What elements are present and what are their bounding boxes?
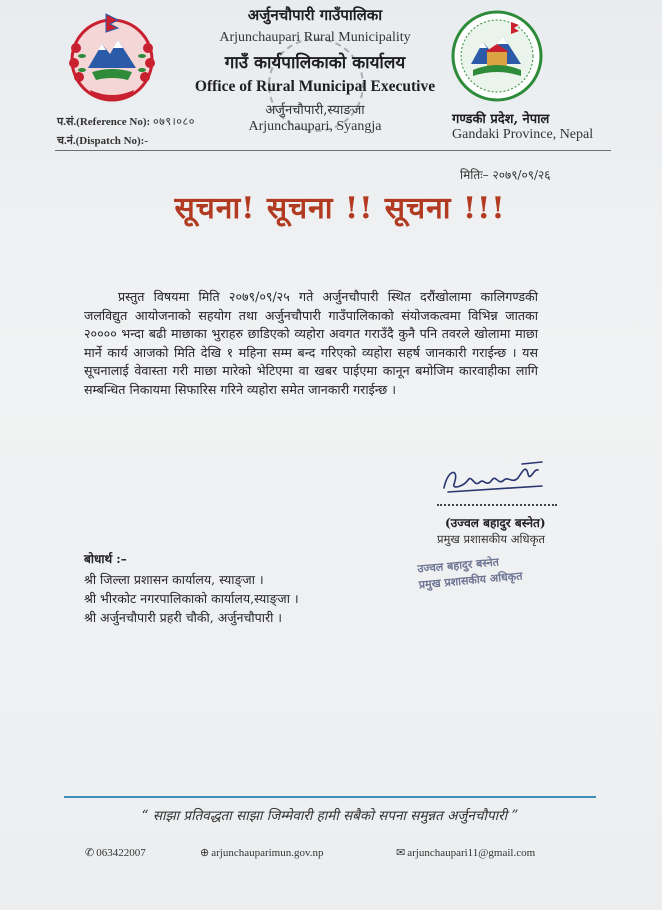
officer-stamp [417, 553, 523, 594]
phone-number: 063422007 [96, 847, 146, 859]
cc-item: श्री जिल्ला प्रशासन कार्यालय, स्याङ्जा । [84, 572, 264, 587]
province-english: Gandaki Province, Nepal [452, 127, 594, 142]
footer-motto: “ साझा प्रतिवद्धता साझा जिम्मेवारी हामी सबैको सपना समुन्नत अर्जुनचौपारी ” [141, 808, 519, 824]
notice-date: मितिः– २०७९/०९/२६ [460, 168, 551, 182]
signatory-title: प्रमुख प्रशासकीय अधिकृत [437, 532, 545, 546]
dispatch-label: च.नं.(Dispatch No):- [57, 135, 148, 147]
footer-divider [64, 796, 596, 798]
notice-body: प्रस्तुत विषयमा मिति २०७९/०९/२५ गते अर्जुनचौपारी स्थित दरौंखोलामा कालिगण्डकी जलविद्युत आयोजनाको सहयोग तथा अर्जुनचौपारी गाउँपालिकाको संयोजकत्वमा विभिन्न जातका २०००० भन्दा बढी माछाका भुराहरु छाडिएको व्यहोरा अवगत गराउँदै कुनै पनि तवरले खोलामा माछा मार्ने कार्य आजको मिति देखि १ महिना सम्म बन्द गरिएको व्यहोरा सहर्ष जानकारी गराईन्छ । यस सूचनालाई वेवास्ता गरी माछा मारेको भेटिएमा वा खबर पाईएमा कानून बमोजिम कारवाहीका लागि सम्बन्धित निकायमा सिफारिस गरिने व्यहोरा समेत जानकारी गराईन्छ । [84, 289, 538, 397]
municipality-name-nepali: अर्जुनचौपारी गाउँपालिका [247, 6, 383, 24]
envelope-icon: ✉ [396, 847, 406, 859]
reference-value: ०७९।०८० [152, 116, 195, 128]
cc-heading: बोधार्थ :– [84, 552, 127, 566]
notice-title: सूचना! सूचना !! सूचना !!! [174, 191, 506, 226]
phone-icon: ✆ [85, 847, 95, 859]
municipality-logo-icon [449, 8, 545, 104]
office-name-nepali: गाउँ कार्यपालिकाको कार्यालय [224, 53, 406, 73]
office-name-english: Office of Rural Municipal Executive [194, 78, 436, 95]
municipality-name-english: Arjunchaupari Rural Municipality [219, 30, 411, 45]
signature-line [437, 504, 557, 506]
cc-item: श्री भीरकोट नगरपालिकाको कार्यालय,स्याङ्जा । [84, 591, 299, 606]
handwritten-signature [438, 458, 558, 500]
email-link[interactable]: arjunchaupari11@gmail.com [407, 847, 536, 859]
stamp-title: प्रमुख प्रशासकीय अधिकृत [418, 569, 523, 592]
website-link[interactable]: arjunchauparimun.gov.np [211, 847, 324, 859]
signatory-name: (उज्वल बहादुर बस्नेत) [445, 516, 546, 530]
stamp-name: उज्वल बहादुर बस्नेत [416, 555, 500, 576]
footer-website [200, 846, 324, 859]
reference-label: प.सं.(Reference No): [57, 116, 151, 128]
footer-phone [85, 846, 146, 859]
nepal-emblem-icon [62, 8, 162, 108]
cc-item: श्री अर्जुनचौपारी प्रहरी चौकी, अर्जुनचौपारी । [84, 610, 283, 625]
reference-number [57, 114, 195, 129]
header-divider [55, 150, 611, 151]
address-nepali: अर्जुनचौपारी,स्याङजा [265, 103, 365, 118]
address-english: Arjunchaupari, Syangja [248, 119, 382, 134]
footer-email [396, 846, 535, 859]
province-nepali: गण्डकी प्रदेश, नेपाल [452, 112, 550, 127]
globe-icon: ⊕ [200, 847, 210, 859]
